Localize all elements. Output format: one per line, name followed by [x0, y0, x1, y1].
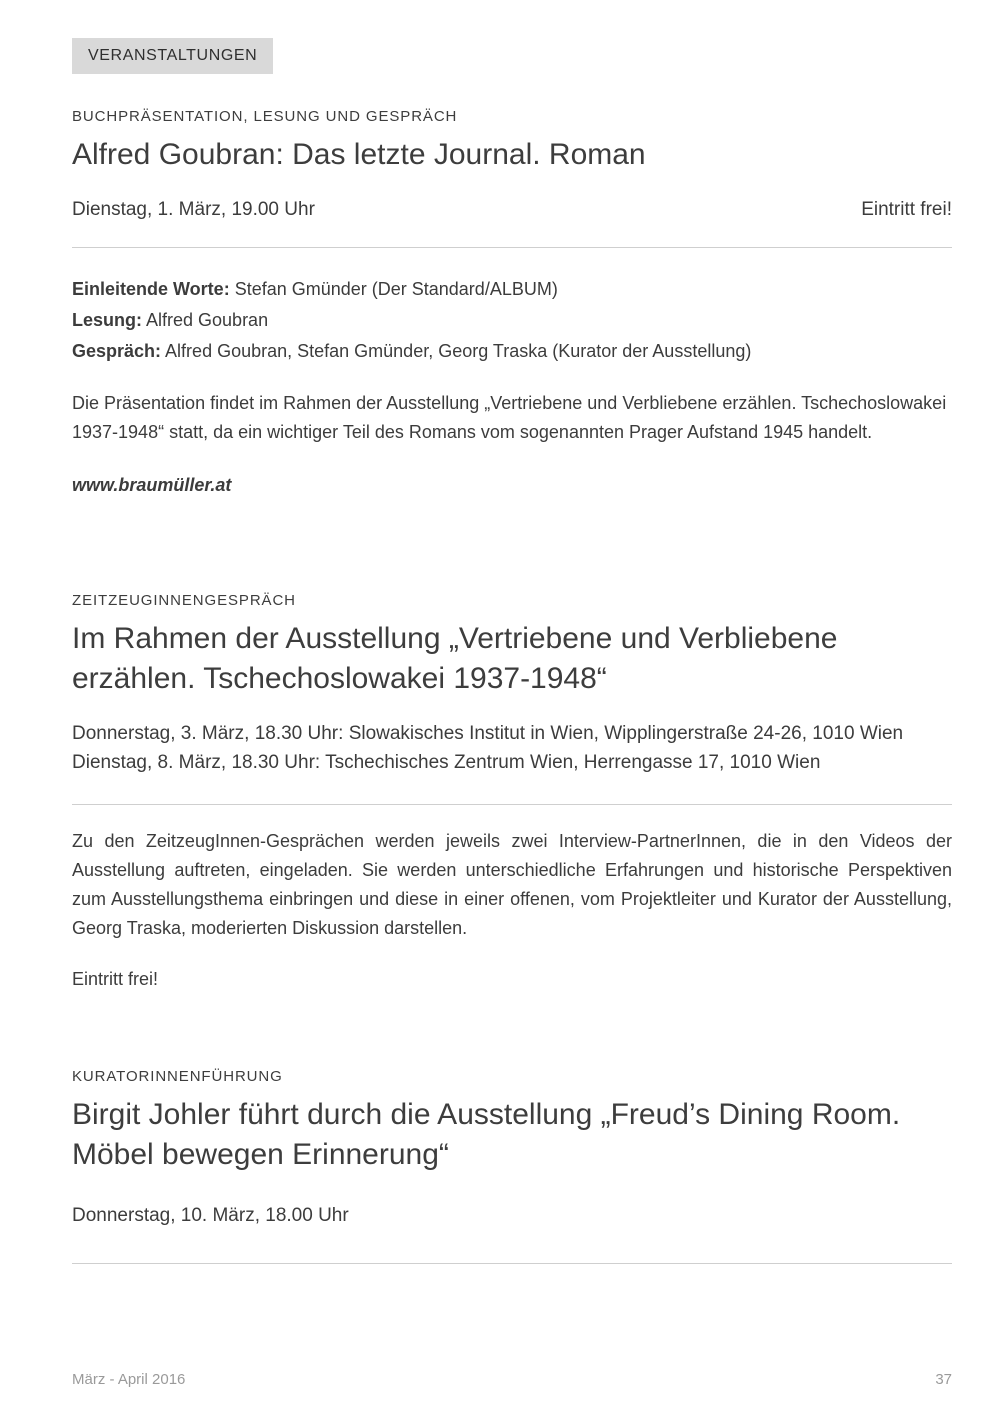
- event-kicker: ZEITZEUGINNENGESPRÄCH: [72, 592, 296, 610]
- event-credits: [72, 274, 952, 367]
- event-kicker: BUCHPRÄSENTATION, LESUNG UND GESPRÄCH: [72, 108, 458, 125]
- credit-line: [72, 305, 952, 336]
- credit-label: Einleitende Worte:: [72, 278, 230, 299]
- event-title: Birgit Johler führt durch die Ausstellung „Freud’s Dining Room. Möbel bewegen Erinnerung“: [72, 1098, 901, 1172]
- website-link[interactable]: www.braumüller.at: [72, 475, 232, 496]
- divider: [72, 804, 952, 805]
- category-badge: VERANSTALTUNGEN: [72, 38, 273, 74]
- divider: [72, 247, 952, 248]
- event-description: Zu den ZeitzeugInnen-Gesprächen werden jeweils zwei Interview-PartnerInnen, die in den Videos der Ausstellung auftreten, eingeladen. Sie werden unterschiedliche Erfahrungen und historische Perspektiven zum Ausstellungsthema einbringen und diese in einer offenen, vom Projektleiter und Kurator der Ausstellung, Georg Traska, moderierten Diskussion darstellen.: [72, 830, 952, 939]
- admission-note: Eintritt frei!: [72, 969, 159, 990]
- page-number: 37: [935, 1371, 952, 1388]
- event-date: Donnerstag, 10. März, 18.00 Uhr: [72, 1205, 349, 1227]
- credit-label: Lesung:: [72, 309, 142, 330]
- event-date-row: [72, 199, 952, 221]
- event-title: Alfred Goubran: Das letzte Journal. Roman: [72, 138, 646, 171]
- event-date: Dienstag, 8. März, 18.30 Uhr: Tschechisches Zentrum Wien, Herrengasse 17, 1010 Wien: [72, 752, 821, 774]
- credit-line: [72, 336, 952, 367]
- event-curator-tour: [72, 1068, 952, 1263]
- event-book-presentation: [72, 108, 952, 496]
- credit-value: Alfred Goubran, Stefan Gmünder, Georg Traska (Kurator der Ausstellung): [161, 340, 752, 361]
- event-dates: [72, 719, 952, 778]
- credit-line: [72, 274, 952, 305]
- event-kicker: KURATORINNENFÜHRUNG: [72, 1068, 283, 1086]
- credit-value: Stefan Gmünder (Der Standard/ALBUM): [229, 278, 558, 299]
- event-title: Im Rahmen der Ausstellung „Vertriebene und Verbliebene erzählen. Tschechoslowakei 1937-1948“: [72, 622, 838, 695]
- footer-date-range: März - April 2016: [72, 1371, 186, 1388]
- event-witness-talk: [72, 592, 952, 990]
- credit-value: Alfred Goubran: [142, 309, 269, 330]
- page-footer: [72, 1371, 952, 1388]
- credit-label: Gespräch:: [72, 340, 162, 361]
- admission-note: Eintritt frei!: [861, 198, 952, 220]
- event-date: Dienstag, 1. März, 19.00 Uhr: [72, 198, 315, 220]
- event-date: Donnerstag, 3. März, 18.30 Uhr: Slowakisches Institut in Wien, Wipplingerstraße 24-26, 1010 Wien: [72, 722, 904, 744]
- event-description: Die Präsentation findet im Rahmen der Ausstellung „Vertriebene und Verbliebene erzählen. Tschechoslowakei 1937-1948“ statt, da ein wichtiger Teil des Romans vom sogenannten Prager Aufstand 1945 handelt.: [72, 392, 947, 442]
- divider: [72, 1263, 952, 1264]
